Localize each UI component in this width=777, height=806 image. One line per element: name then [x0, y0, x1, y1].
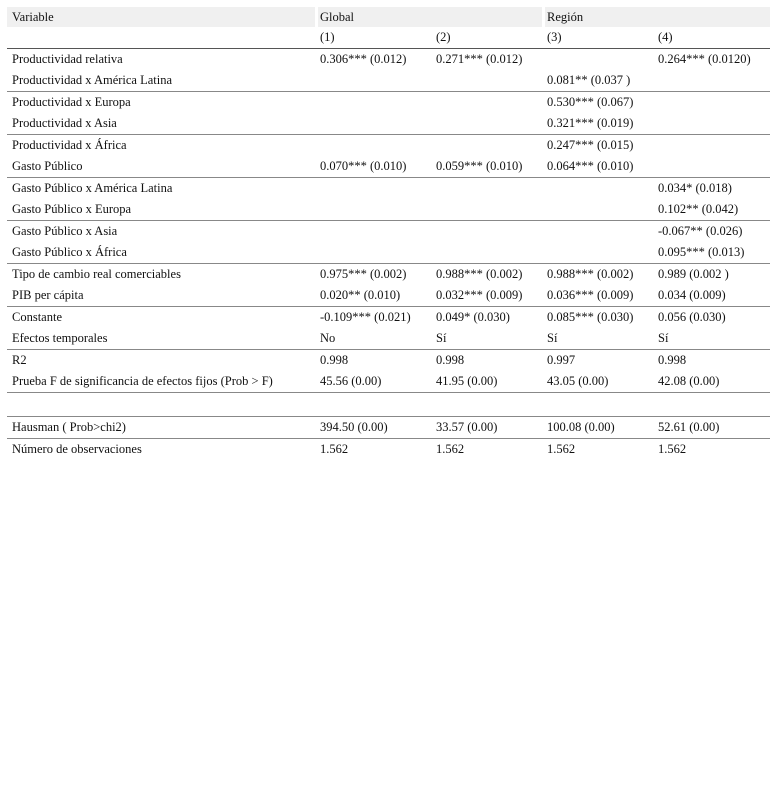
value-cell-col-1	[315, 92, 431, 113]
value-cell-col-3	[542, 199, 653, 220]
value-cell-col-4: 42.08 (0.00)	[653, 371, 770, 392]
table-row	[7, 371, 770, 393]
value-cell-col-1: -0.109*** (0.021)	[315, 307, 431, 328]
value-cell-col-2: Sí	[431, 328, 542, 349]
value-cell-col-2	[431, 221, 542, 242]
row-label: Gasto Público	[7, 156, 315, 177]
value-cell-col-4: Sí	[653, 328, 770, 349]
value-cell-col-4	[653, 393, 770, 416]
value-cell-col-1	[315, 135, 431, 156]
row-label: Productividad x América Latina	[7, 70, 315, 91]
value-cell-col-3: 0.321*** (0.019)	[542, 113, 653, 134]
value-cell-col-4: 0.989 (0.002 )	[653, 264, 770, 285]
value-cell-col-3: 0.997	[542, 350, 653, 371]
value-cell-col-4: 0.102** (0.042)	[653, 199, 770, 220]
value-cell-col-3: 100.08 (0.00)	[542, 417, 653, 438]
value-cell-col-1	[315, 393, 431, 416]
value-cell-col-2: 0.271*** (0.012)	[431, 49, 542, 70]
value-cell-col-4: 0.998	[653, 350, 770, 371]
column-3-label: (3)	[542, 27, 653, 48]
table-row	[7, 307, 770, 328]
value-cell-col-1: 394.50 (0.00)	[315, 417, 431, 438]
value-cell-col-1: 0.020** (0.010)	[315, 285, 431, 306]
value-cell-col-4	[653, 92, 770, 113]
value-cell-col-4: -0.067** (0.026)	[653, 221, 770, 242]
table-body	[7, 49, 770, 460]
value-cell-col-2: 0.988*** (0.002)	[431, 264, 542, 285]
table-row	[7, 113, 770, 135]
blank-row	[7, 393, 770, 417]
row-label: Gasto Público x África	[7, 242, 315, 263]
header-variable: Variable	[12, 9, 54, 24]
column-number-row	[7, 27, 770, 49]
value-cell-col-4: 52.61 (0.00)	[653, 417, 770, 438]
table-row	[7, 285, 770, 307]
value-cell-col-4	[653, 70, 770, 91]
row-label: Tipo de cambio real comerciables	[7, 264, 315, 285]
value-cell-col-2	[431, 70, 542, 91]
value-cell-col-2	[431, 135, 542, 156]
header-gap	[542, 7, 545, 27]
value-cell-col-2: 0.032*** (0.009)	[431, 285, 542, 306]
value-cell-col-3: 0.988*** (0.002)	[542, 264, 653, 285]
value-cell-col-2: 41.95 (0.00)	[431, 371, 542, 392]
table-row	[7, 439, 770, 460]
value-cell-col-1	[315, 242, 431, 263]
column-2-label: (2)	[431, 27, 542, 48]
table-row	[7, 242, 770, 264]
table-row	[7, 350, 770, 371]
value-cell-col-4	[653, 156, 770, 177]
row-label: Gasto Público x Asia	[7, 221, 315, 242]
value-cell-col-3	[542, 178, 653, 199]
value-cell-col-1	[315, 221, 431, 242]
value-cell-col-2	[431, 92, 542, 113]
table-row	[7, 199, 770, 221]
value-cell-col-2	[431, 178, 542, 199]
row-label: Prueba F de significancia de efectos fijos (Prob > F)	[7, 371, 315, 392]
value-cell-col-1: 0.998	[315, 350, 431, 371]
table-header-row	[7, 7, 770, 27]
value-cell-col-1	[315, 178, 431, 199]
row-label: Productividad x África	[7, 135, 315, 156]
value-cell-col-4: 0.034* (0.018)	[653, 178, 770, 199]
value-cell-col-1: 0.306*** (0.012)	[315, 49, 431, 70]
row-label: R2	[7, 350, 315, 371]
value-cell-col-3	[542, 242, 653, 263]
value-cell-col-2: 1.562	[431, 439, 542, 460]
row-label: Productividad x Asia	[7, 113, 315, 134]
value-cell-col-2: 0.049* (0.030)	[431, 307, 542, 328]
value-cell-col-3: 43.05 (0.00)	[542, 371, 653, 392]
column-4-label: (4)	[653, 27, 770, 48]
value-cell-col-1: 0.975*** (0.002)	[315, 264, 431, 285]
row-label: Constante	[7, 307, 315, 328]
table-row	[7, 328, 770, 350]
table-row	[7, 135, 770, 156]
table-row	[7, 221, 770, 242]
row-label: Gasto Público x Europa	[7, 199, 315, 220]
table-row	[7, 264, 770, 285]
table-row	[7, 156, 770, 178]
value-cell-col-2	[431, 113, 542, 134]
table-row	[7, 417, 770, 439]
value-cell-col-4	[653, 135, 770, 156]
header-gap	[315, 7, 318, 27]
value-cell-col-4: 1.562	[653, 439, 770, 460]
header-region: Región	[547, 9, 584, 24]
column-1-label: (1)	[315, 27, 431, 48]
row-label: Número de observaciones	[7, 439, 315, 460]
value-cell-col-1: 0.070*** (0.010)	[315, 156, 431, 177]
row-label: Productividad relativa	[7, 49, 315, 70]
table-row	[7, 92, 770, 113]
row-label: Efectos temporales	[7, 328, 315, 349]
value-cell-col-4: 0.264*** (0.0120)	[653, 49, 770, 70]
header-global: Global	[320, 9, 355, 24]
table-row	[7, 49, 770, 70]
regression-results-table	[7, 7, 770, 460]
value-cell-col-4: 0.034 (0.009)	[653, 285, 770, 306]
value-cell-col-3: 0.247*** (0.015)	[542, 135, 653, 156]
value-cell-col-3: Sí	[542, 328, 653, 349]
table-row	[7, 70, 770, 92]
table-row	[7, 178, 770, 199]
value-cell-col-4	[653, 113, 770, 134]
value-cell-col-2: 33.57 (0.00)	[431, 417, 542, 438]
value-cell-col-3: 0.530*** (0.067)	[542, 92, 653, 113]
value-cell-col-2	[431, 242, 542, 263]
value-cell-col-3	[542, 221, 653, 242]
row-label: Hausman ( Prob>chi2)	[7, 417, 315, 438]
value-cell-col-1	[315, 70, 431, 91]
value-cell-col-1: 45.56 (0.00)	[315, 371, 431, 392]
value-cell-col-3	[542, 393, 653, 416]
row-label	[7, 393, 315, 416]
value-cell-col-4: 0.095*** (0.013)	[653, 242, 770, 263]
value-cell-col-2	[431, 393, 542, 416]
value-cell-col-3: 0.081** (0.037 )	[542, 70, 653, 91]
value-cell-col-3: 0.064*** (0.010)	[542, 156, 653, 177]
value-cell-col-3: 0.036*** (0.009)	[542, 285, 653, 306]
row-label: PIB per cápita	[7, 285, 315, 306]
value-cell-col-2	[431, 199, 542, 220]
value-cell-col-3	[542, 49, 653, 70]
value-cell-col-3: 1.562	[542, 439, 653, 460]
value-cell-col-1	[315, 113, 431, 134]
value-cell-col-1: No	[315, 328, 431, 349]
value-cell-col-2: 0.059*** (0.010)	[431, 156, 542, 177]
row-label: Productividad x Europa	[7, 92, 315, 113]
subheader-blank	[7, 27, 315, 48]
row-label: Gasto Público x América Latina	[7, 178, 315, 199]
value-cell-col-4: 0.056 (0.030)	[653, 307, 770, 328]
value-cell-col-2: 0.998	[431, 350, 542, 371]
value-cell-col-1	[315, 199, 431, 220]
value-cell-col-1: 1.562	[315, 439, 431, 460]
value-cell-col-3: 0.085*** (0.030)	[542, 307, 653, 328]
